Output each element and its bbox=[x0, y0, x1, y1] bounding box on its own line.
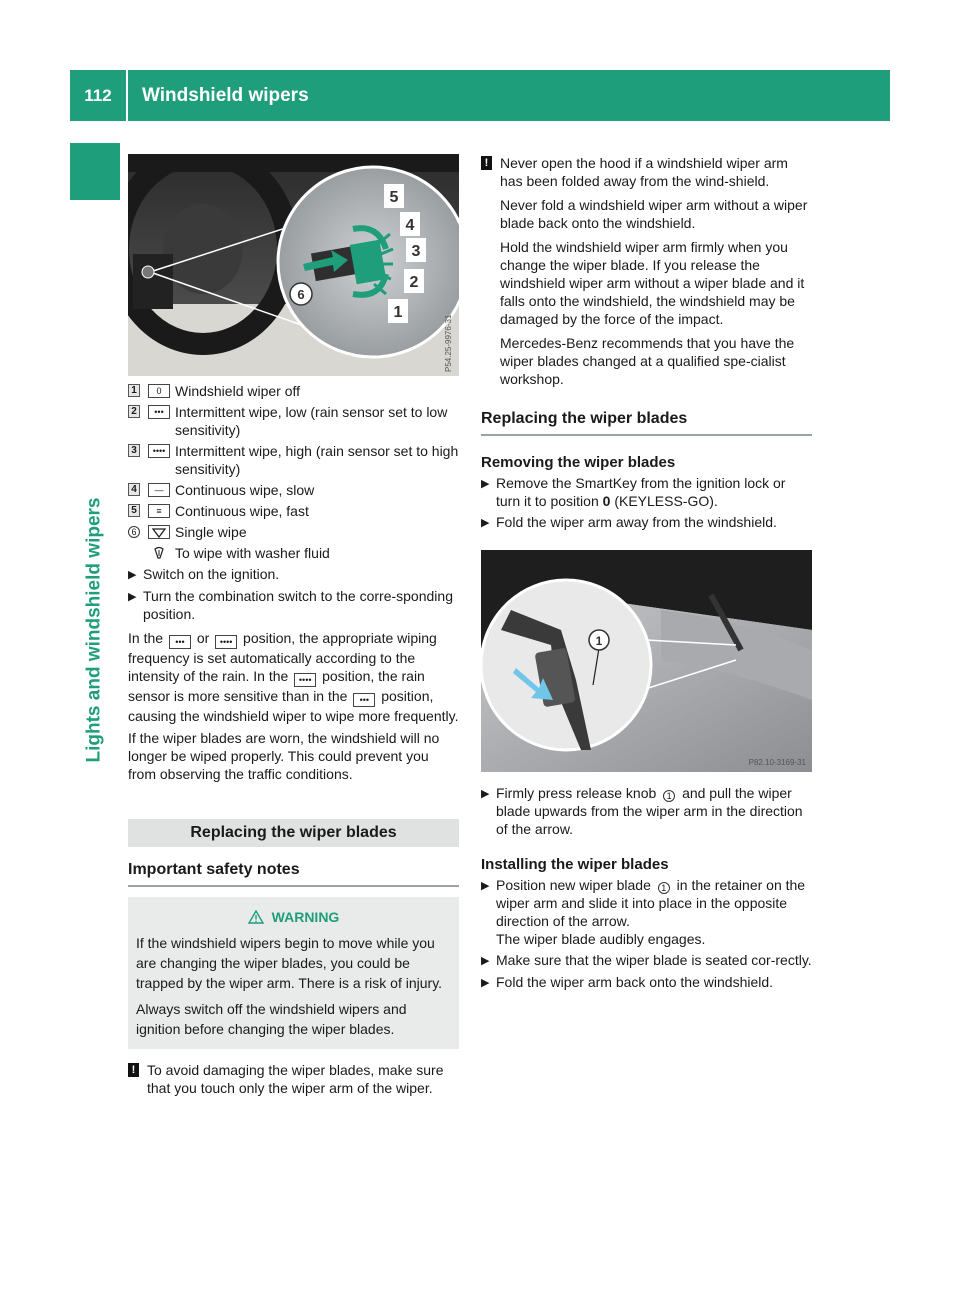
item-number: 2 bbox=[128, 405, 140, 418]
step-item: ▶ Firmly press release knob 1 and pull the wiper blade upwards from the wiper arm in the direction of the arrow. bbox=[481, 785, 803, 837]
sidebar-tab-marker bbox=[70, 143, 120, 200]
item-number: 1 bbox=[658, 882, 670, 894]
worn-blades-paragraph: If the wiper blades are worn, the windshield will no longer be wiped properly. This could prevent you from observing the traffic conditions. bbox=[128, 730, 440, 782]
item-text: Continuous wipe, slow bbox=[175, 482, 315, 498]
item-number: 6 bbox=[128, 526, 140, 538]
step-text: Turn the combination switch to the corre-sponding position. bbox=[143, 588, 453, 622]
step-item bbox=[481, 951, 812, 970]
wiper-off-icon: 0 bbox=[148, 384, 170, 398]
note-text: To avoid damaging the wiper blades, make sure that you touch only the wiper arm of the wiper. bbox=[147, 1062, 444, 1096]
warning-text: Always switch off the windshield wipers and ignition before changing the wiper blades. bbox=[136, 1001, 407, 1037]
removing-heading: Removing the wiper blades bbox=[481, 454, 676, 471]
note-text: Never fold a windshield wiper arm without a wiper blade back onto the windshield. bbox=[500, 197, 808, 231]
item-text: Single wipe bbox=[175, 524, 247, 540]
step-arrow-icon: ▶ bbox=[128, 569, 137, 581]
step-item bbox=[128, 587, 459, 623]
item-text: To wipe with washer fluid bbox=[175, 545, 330, 561]
step-item bbox=[128, 565, 459, 584]
callout-2: 2 bbox=[409, 274, 419, 291]
list-item bbox=[128, 502, 459, 520]
warning-box bbox=[128, 897, 459, 1049]
warning-title bbox=[136, 907, 451, 927]
list-item bbox=[128, 403, 459, 439]
step-arrow-icon: ▶ bbox=[481, 788, 490, 800]
step-arrow-icon: ▶ bbox=[481, 517, 490, 529]
callout-4: 4 bbox=[405, 217, 415, 234]
note-text: Mercedes-Benz recommends that you have the wiper blades changed at a qualified spe-cialist workshop. bbox=[500, 335, 795, 387]
step-text: Switch on the ignition. bbox=[143, 566, 280, 582]
step-item bbox=[481, 513, 812, 532]
exclamation-icon: ! bbox=[128, 1063, 139, 1077]
item-number: 4 bbox=[128, 483, 140, 496]
left-column bbox=[128, 154, 459, 1097]
sidebar-chapter-label: Lights and windshield wipers bbox=[83, 497, 105, 763]
item-text: Continuous wipe, fast bbox=[175, 503, 309, 519]
step-item: ▶ Position new wiper blade 1 in the retainer on the wiper arm and slide it into place in the opposite direction of the arrow. The wiper blade audibly engages. bbox=[481, 877, 806, 947]
step-text: Make sure that the wiper blade is seated cor-rectly. bbox=[496, 952, 812, 968]
step-arrow-icon: ▶ bbox=[481, 977, 490, 989]
warning-triangle-icon bbox=[248, 910, 264, 924]
list-item bbox=[128, 382, 459, 400]
single-wipe-icon bbox=[148, 525, 170, 539]
list-item bbox=[128, 481, 459, 499]
safety-heading: Important safety notes bbox=[128, 861, 459, 887]
combination-switch-photo bbox=[128, 154, 459, 376]
continuous-slow-icon: — bbox=[148, 483, 170, 497]
step-text: Fold the wiper arm back onto the windshield. bbox=[496, 974, 774, 990]
figure-code: P82.10-3169-31 bbox=[748, 758, 806, 767]
step-arrow-icon: ▶ bbox=[481, 880, 490, 892]
page-number: 112 bbox=[84, 85, 112, 105]
step-text: Fold the wiper arm away from the windshield. bbox=[496, 514, 777, 530]
callout-3: 3 bbox=[411, 243, 421, 260]
intermittent-high-icon: •••• bbox=[215, 635, 237, 649]
item-number: 1 bbox=[663, 790, 675, 802]
washer-icon bbox=[148, 546, 170, 560]
wiper-positions-list bbox=[128, 382, 459, 562]
intermittent-high-icon: •••• bbox=[294, 673, 316, 687]
note-text: Never open the hood if a windshield wiper arm has been folded away from the wind-shield. bbox=[500, 155, 788, 189]
callout-1: 1 bbox=[393, 304, 403, 321]
intermittent-high-icon: •••• bbox=[148, 444, 170, 458]
exclamation-icon: ! bbox=[481, 156, 492, 170]
list-item bbox=[128, 544, 459, 562]
item-text: Intermittent wipe, high (rain sensor set to high sensitivity) bbox=[175, 443, 459, 477]
step-item bbox=[481, 973, 812, 992]
step-arrow-icon: ▶ bbox=[481, 955, 490, 967]
callout-6: 6 bbox=[297, 287, 305, 302]
intermittent-low-icon: ••• bbox=[353, 693, 375, 707]
intermittent-low-icon: ••• bbox=[148, 405, 170, 419]
item-text: Intermittent wipe, low (rain sensor set to low sensitivity) bbox=[175, 404, 448, 438]
item-text: Windshield wiper off bbox=[175, 383, 301, 399]
caution-note bbox=[128, 1061, 459, 1097]
warning-text: If the windshield wipers begin to move while you are changing the wiper blades, you could be trapped by the wiper arm. There is a risk of injury. bbox=[136, 935, 443, 991]
caution-note bbox=[481, 154, 812, 394]
item-number: 1 bbox=[128, 384, 140, 397]
callout-5: 5 bbox=[389, 189, 399, 206]
step-item: ▶ Remove the SmartKey from the ignition lock or turn it to position 0 (KEYLESS-GO). bbox=[481, 475, 786, 509]
intermittent-low-icon: ••• bbox=[169, 635, 191, 649]
wiper-blade-photo bbox=[481, 550, 812, 772]
header-divider bbox=[126, 70, 128, 121]
list-item bbox=[128, 442, 459, 478]
callout-1: 1 bbox=[595, 634, 603, 648]
step-arrow-icon: ▶ bbox=[481, 478, 490, 490]
step-text: Remove the SmartKey from the ignition lock or turn it to position bbox=[496, 475, 786, 509]
step-arrow-icon: ▶ bbox=[128, 591, 137, 603]
note-text: Hold the windshield wiper arm firmly when you change the wiper blade. If you release the windshield wiper arm without a wiper blade and it falls onto the windshield, the windshield may be damaged by the force of the impact. bbox=[500, 239, 805, 327]
item-number: 5 bbox=[128, 504, 140, 517]
position-zero: 0 bbox=[602, 493, 611, 509]
right-column bbox=[481, 154, 812, 992]
section-heading: Replacing the wiper blades bbox=[128, 819, 459, 847]
continuous-fast-icon: ≡ bbox=[148, 504, 170, 518]
page-title: Windshield wipers bbox=[142, 84, 309, 106]
replacing-heading: Replacing the wiper blades bbox=[481, 410, 812, 436]
installing-heading: Installing the wiper blades bbox=[481, 856, 669, 873]
item-number: 3 bbox=[128, 444, 140, 457]
list-item bbox=[128, 523, 459, 541]
intermittent-paragraph: In the ••• or •••• position, the appropriate wiping frequency is set automatically according to the intensity of the rain. In the •••• position, the rain sensor is more sensitive than in the ••• position, causing the windshield wiper to wipe more frequently. bbox=[128, 630, 459, 724]
warning-label: WARNING bbox=[271, 909, 340, 925]
sidebar-chapter bbox=[82, 480, 107, 780]
figure-code: P54.25-9976-31 bbox=[444, 314, 453, 372]
